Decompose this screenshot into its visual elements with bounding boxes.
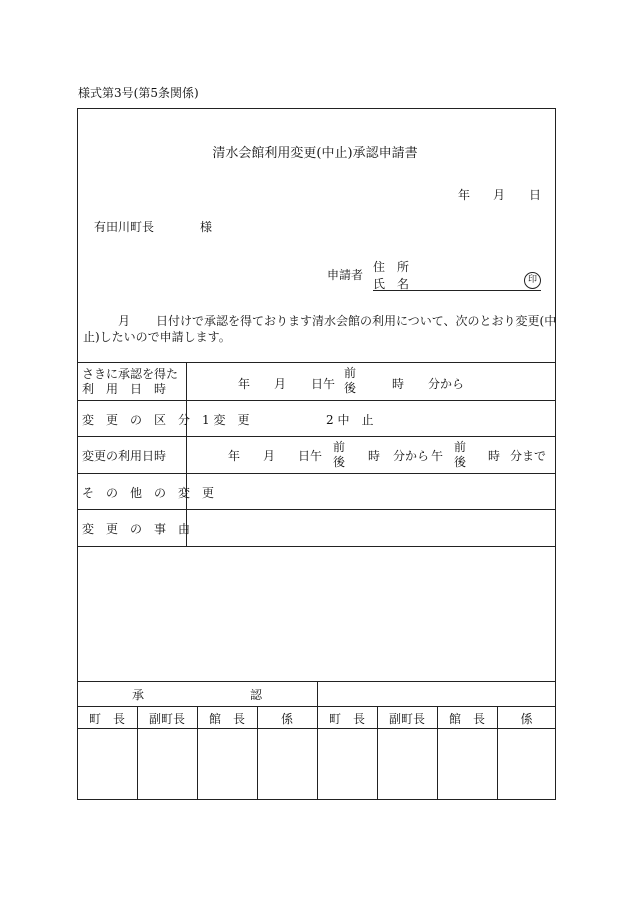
other-change-label: そ の 他 の 変 更 (82, 486, 215, 500)
table-divider (186, 362, 187, 546)
prior-ampm: 午 (323, 377, 336, 391)
prior-month: 月 (274, 377, 287, 391)
form-title: 清水会館利用変更(中止)承認申請書 (212, 146, 418, 161)
approval-header-1: 承 (132, 688, 145, 702)
paragraph-month: 月 (118, 314, 131, 328)
changed-pm-2: 後 (454, 455, 467, 469)
changed-hour-2: 時 (488, 449, 501, 463)
seal-mark: 印 (524, 272, 541, 289)
addressee-name: 有田川町長 (94, 220, 155, 234)
reason-label: 変 更 の 事 由 (82, 522, 191, 536)
table-line (77, 436, 556, 437)
approval-col-mayor-2: 町 長 (328, 712, 365, 726)
category-option-cancel: 2 中 止 (326, 413, 374, 427)
date-month: 月 (493, 188, 506, 202)
changed-am-2: 前 (454, 440, 467, 454)
changed-pm: 後 (333, 455, 346, 469)
address-label: 住 所 (373, 260, 410, 274)
approval-header-2: 認 (250, 688, 263, 702)
changed-am: 前 (333, 440, 346, 454)
prior-minute-from: 分から (428, 377, 465, 391)
date-day: 日 (529, 188, 542, 202)
changed-day: 日 (298, 449, 311, 463)
table-line (77, 509, 556, 510)
prior-hour: 時 (392, 377, 405, 391)
table-line (77, 546, 556, 547)
changed-year: 年 (228, 449, 241, 463)
changed-minute-from: 分から (393, 449, 430, 463)
changed-hour: 時 (368, 449, 381, 463)
paragraph-text-2: 止)したいので申請します。 (83, 330, 231, 344)
category-label: 変 更 の 区 分 (82, 413, 191, 427)
table-line (77, 400, 556, 401)
changed-ampm: 午 (310, 449, 323, 463)
paragraph-text-1: 日付けで承認を得ております清水会館の利用について、次のとおり変更(中 (156, 314, 557, 328)
approval-col-staff: 係 (280, 712, 293, 726)
prior-am: 前 (344, 366, 357, 380)
prior-day: 日 (311, 377, 324, 391)
prior-pm: 後 (344, 381, 357, 395)
approval-col-mayor: 町 長 (88, 712, 125, 726)
approval-col-deputy-mayor: 副町長 (148, 712, 185, 726)
prior-year: 年 (238, 377, 251, 391)
approval-divider-main (317, 681, 318, 800)
approval-col-staff-2: 係 (520, 712, 533, 726)
changed-month: 月 (263, 449, 276, 463)
addressee-honorific: 様 (200, 220, 213, 234)
changed-label: 変更の利用日時 (82, 449, 167, 463)
form-reference: 様式第3号(第5条関係) (78, 86, 199, 100)
name-label: 氏 名 (373, 277, 410, 291)
table-line (77, 473, 556, 474)
name-underline (373, 290, 541, 291)
date-year: 年 (458, 188, 471, 202)
table-line (77, 362, 556, 363)
changed-ampm-2: 午 (431, 449, 444, 463)
category-option-change: 1 変 更 (202, 413, 250, 427)
prior-label-1: さきに承認を得た (82, 367, 179, 381)
approval-col-deputy-mayor-2: 副町長 (388, 712, 425, 726)
changed-minute-until: 分まで (510, 449, 547, 463)
approval-col-director-2: 館 長 (448, 712, 485, 726)
prior-label-2: 利 用 日 時 (82, 382, 167, 396)
approval-col-director: 館 長 (208, 712, 245, 726)
applicant-label: 申請者 (327, 268, 364, 282)
